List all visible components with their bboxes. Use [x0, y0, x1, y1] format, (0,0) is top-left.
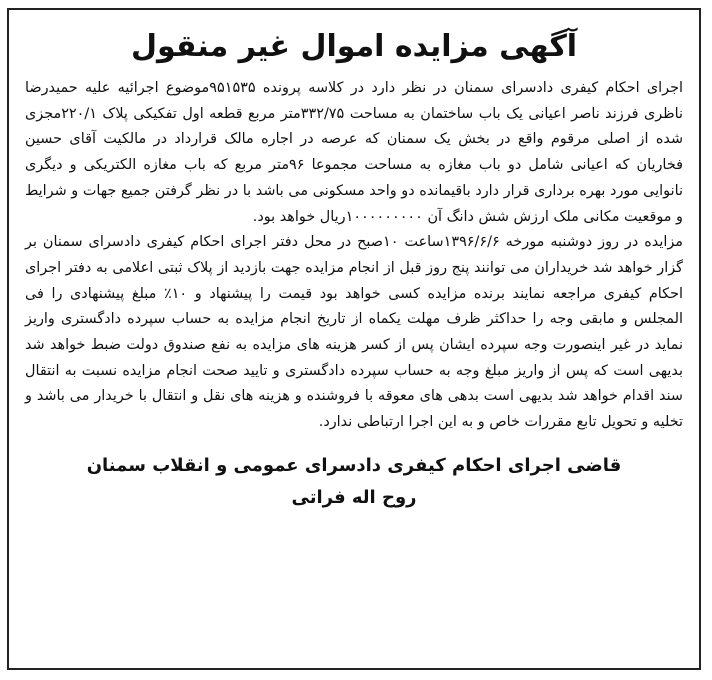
notice-paragraph-1: اجرای احکام کیفری دادسرای سمنان در نظر دارد در کلاسه پرونده ۹۵۱۵۳۵موضوع اجرائیه علیه حمیدرضا ناظری فرزند ناصر اعیانی یک باب ساختمان به مساحت ۳۳۲/۷۵متر مربع قطعه اول تفکیکی پلاک ۲۲۰/۱مجزی شده از اصلی مرقوم واقع در بخش یک سمنان که عرصه در اجاره مالک قرارداد در مالکیت آقای حسین فخاریان که اعیانی شامل دو باب مغازه به مساحت مجموعا ۹۶متر مربع که باب مغازه الکتریکی و دیگری نانوایی مورد بهره برداری قرار دارد باقیمانده دو واحد مسکونی می باشد با در نظر گرفتن جمیع جهات و شرایط و موقعیت مکانی ملک ارزش شش دانگ آن ۱۰۰۰۰۰۰۰۰۰ریال خواهد بود.	[25, 80, 684, 225]
signature-name: روح اله فراتی	[291, 486, 417, 508]
signature-block	[25, 450, 683, 514]
notice-title: آگهی مزایده اموال غیر منقول	[130, 29, 578, 64]
signature-title: قاضی اجرای احکام کیفری دادسرای عمومی و انقلاب سمنان	[86, 454, 622, 476]
notice-frame	[7, 8, 701, 670]
notice-paragraph-2: مزایده در روز دوشنبه مورخه ۱۳۹۶/۶/۶ساعت ۱۰صبح در محل دفتر اجرای احکام کیفری دادسرای سمنان بر گزار خواهد شد خریداران می توانند پنج روز قبل از انجام مزایده جهت بازدید از پلاک ثبتی اعلامی به دفتر اجرای احکام کیفری مراجعه نمایند برنده مزایده کسی خواهد بود قیمت را پیشنهاد و ۱۰٪ مبلغ پیشنهادی را فی المجلس و مابقی وجه را حداکثر ظرف مهلت یکماه از تاریخ انجام مزایده به حساب سپرده دادگستری واریز نماید در غیر اینصورت وجه سپرده ایشان پس از کسر هزینه های مزایده به نفع صندوق دولت ضبط خواهد شد بدیهی است که پس از واریز مبلغ وجه به حساب سپرده دادگستری و تایید صحت انجام مزایده نسبت به انتقال سند اقدام خواهد شد بدیهی است بدهی های معوقه با فروشنده و هزینه های نقل و انتقال با خریدار می باشد و تخلیه و تحویل تابع مقررات خاص و به این اجرا ارتباطی ندارد.	[25, 234, 684, 431]
